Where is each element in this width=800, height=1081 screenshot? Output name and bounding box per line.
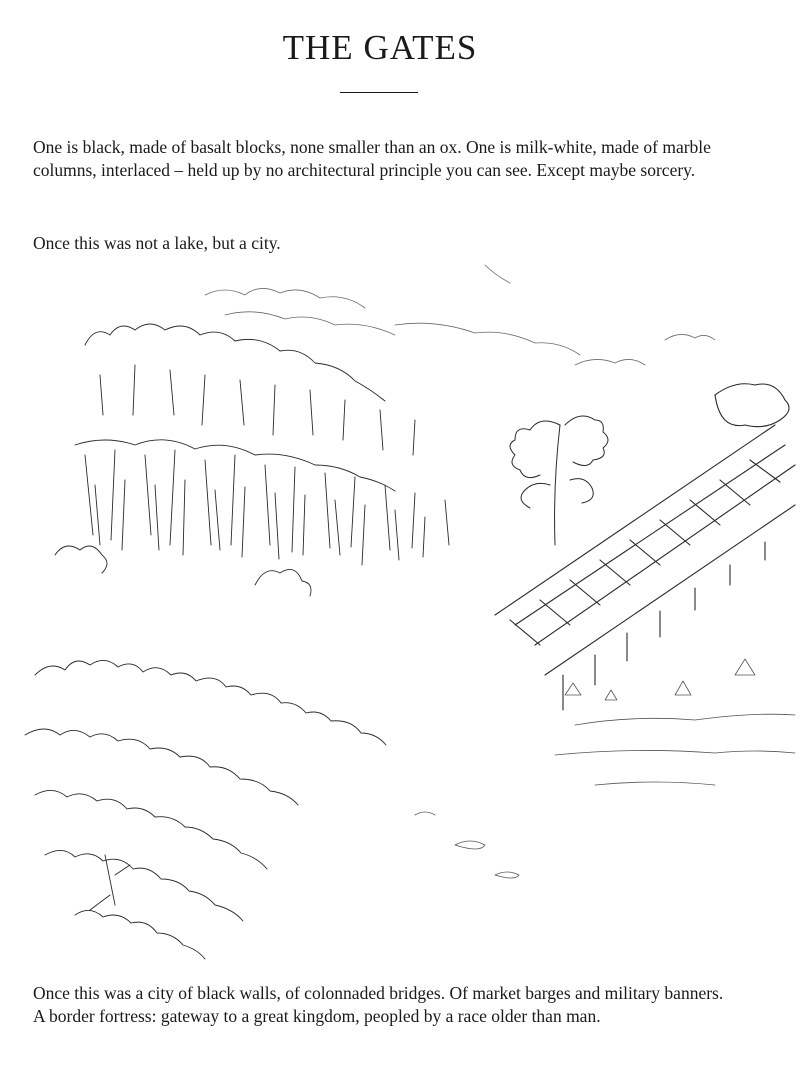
water-lines [415, 659, 795, 878]
ruined-bridge-illustration [15, 255, 800, 960]
page-title: THE GATES [282, 28, 478, 67]
cliff-lines [75, 324, 449, 565]
city-paragraph: Once this was a city of black walls, of colonnaded bridges. Of market barges and military banners. A border fortress: gateway to a great kingdom, peopled by a race older than man. [33, 983, 724, 1026]
foliage-lines [25, 546, 386, 959]
lake-paragraph: Once this was not a lake, but a city. [33, 233, 281, 253]
bridge-lines [495, 384, 795, 710]
intro-paragraph: One is black, made of basalt blocks, none smaller than an ox. One is milk-white, made of marble columns, interlaced – held up by no architectural principle you can see. Except maybe sorcery. [33, 137, 711, 180]
title-divider [340, 92, 418, 93]
tree-lines [510, 416, 608, 545]
cloud-lines [205, 265, 715, 365]
